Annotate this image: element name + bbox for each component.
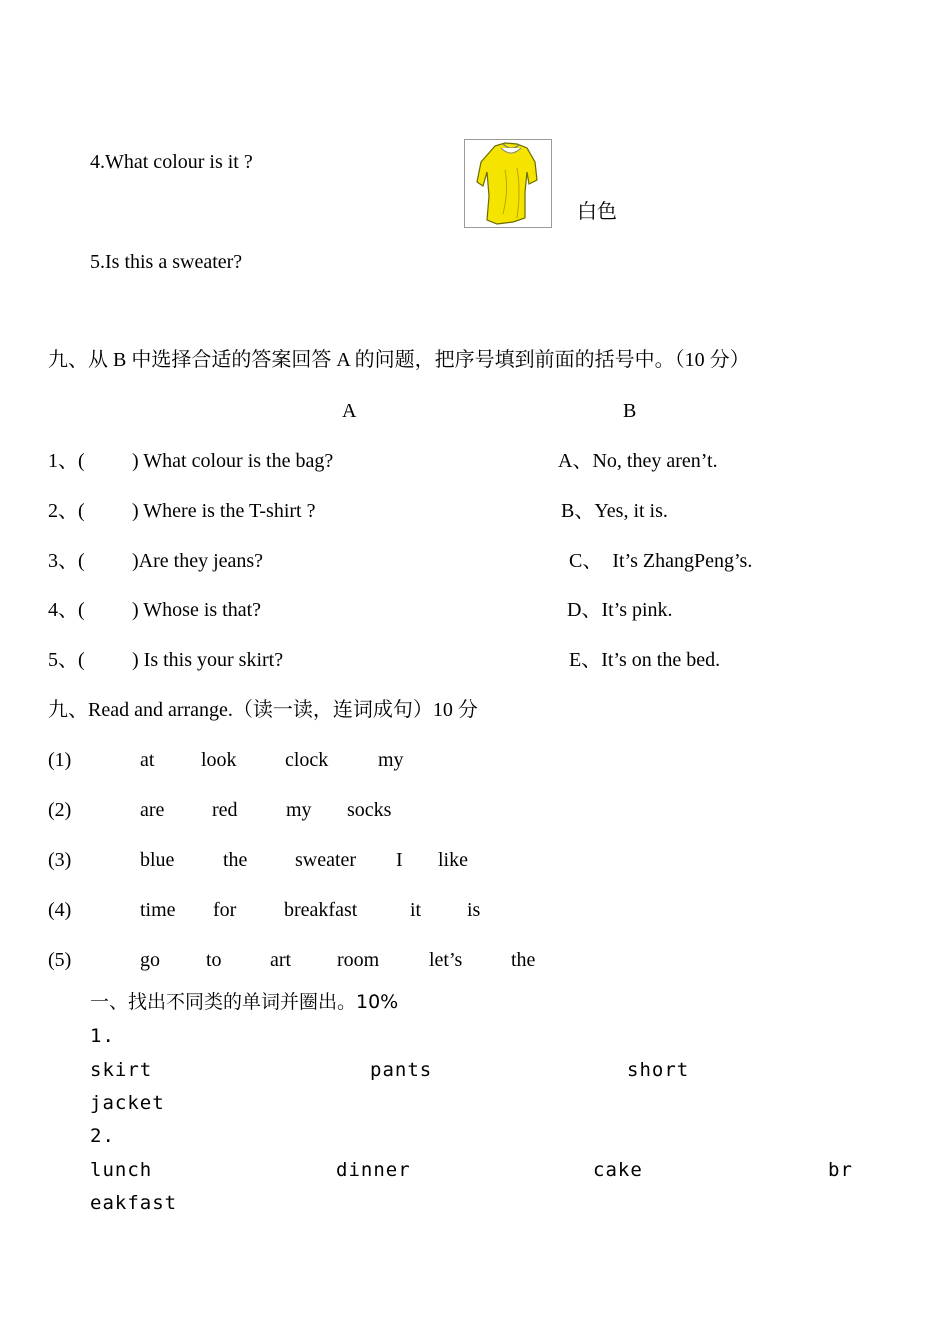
arrange-word: breakfast [284,899,358,921]
match-row-3-question: )Are they jeans? [132,550,264,572]
shirt-color-hint: 白色 [577,199,617,223]
odd-word: pants [370,1059,433,1081]
match-row-5-question: ) Is this your skirt? [132,649,284,671]
arrange-word: clock [285,749,329,771]
arrange-word: like [438,849,468,871]
section-9-heading: 九、从 B 中选择合适的答案回答 A 的问题，把序号填到前面的括号中。（10 分） [48,349,750,371]
match-row-2-question: ) Where is the T-shirt ? [132,500,316,522]
arrange-word: is [467,899,481,921]
arrange-word: let’s [429,949,463,971]
arrange-word: look [201,749,237,771]
arrange-word: to [206,949,222,971]
odd-word: eakfast [90,1192,178,1214]
match-row-4-question: ) Whose is that? [132,599,262,621]
arrange-word: it [410,899,422,921]
match-row-1-num: 1、( [48,450,85,472]
arrange-word: the [511,949,536,971]
odd-word: lunch [90,1159,153,1181]
odd-word: cake [593,1159,643,1181]
column-b-header: B [623,400,637,422]
arrange-word: go [140,949,160,971]
odd-word: short [627,1059,690,1081]
match-row-5-num: 5、( [48,649,85,671]
match-row-3-num: 3、( [48,550,85,572]
match-row-3-answer: C、 It’s ZhangPeng’s. [569,550,753,572]
arrange-word: my [286,799,312,821]
question-4: 4.What colour is it ? [90,151,253,173]
arrange-word: red [212,799,238,821]
match-row-1-answer: A、No, they aren’t. [558,450,718,472]
arrange-row-1-label: (1) [48,749,72,771]
odd-one-out-heading: 一、找出不同类的单词并圈出。10% [90,991,399,1013]
arrange-word: socks [347,799,392,821]
match-row-4-num: 4、( [48,599,85,621]
arrange-word: the [223,849,248,871]
shirt-image [464,139,552,228]
yellow-shirt-icon [465,140,551,227]
arrange-word: are [140,799,165,821]
question-5: 5.Is this a sweater? [90,251,243,273]
arrange-word: blue [140,849,175,871]
arrange-heading: 九、Read and arrange.（读一读，连词成句）10 分 [48,699,478,721]
arrange-word: art [270,949,292,971]
match-row-2-answer: B、Yes, it is. [561,500,668,522]
odd-word: skirt [90,1059,153,1081]
odd-word: br [828,1159,853,1181]
match-row-1-question: ) What colour is the bag? [132,450,334,472]
match-row-5-answer: E、It’s on the bed. [569,649,721,671]
odd-word: dinner [336,1159,411,1181]
arrange-row-5-label: (5) [48,949,72,971]
arrange-word: I [396,849,403,871]
arrange-word: time [140,899,176,921]
odd-group-1-num: 1. [90,1025,115,1047]
arrange-word: sweater [295,849,357,871]
match-row-2-num: 2、( [48,500,85,522]
arrange-word: at [140,749,155,771]
arrange-word: room [337,949,380,971]
arrange-row-3-label: (3) [48,849,72,871]
arrange-row-4-label: (4) [48,899,72,921]
match-row-4-answer: D、It’s pink. [567,599,673,621]
column-a-header: A [342,400,357,422]
arrange-row-2-label: (2) [48,799,72,821]
odd-group-2-num: 2. [90,1125,115,1147]
arrange-word: for [213,899,237,921]
odd-word: jacket [90,1092,165,1114]
arrange-word: my [378,749,404,771]
